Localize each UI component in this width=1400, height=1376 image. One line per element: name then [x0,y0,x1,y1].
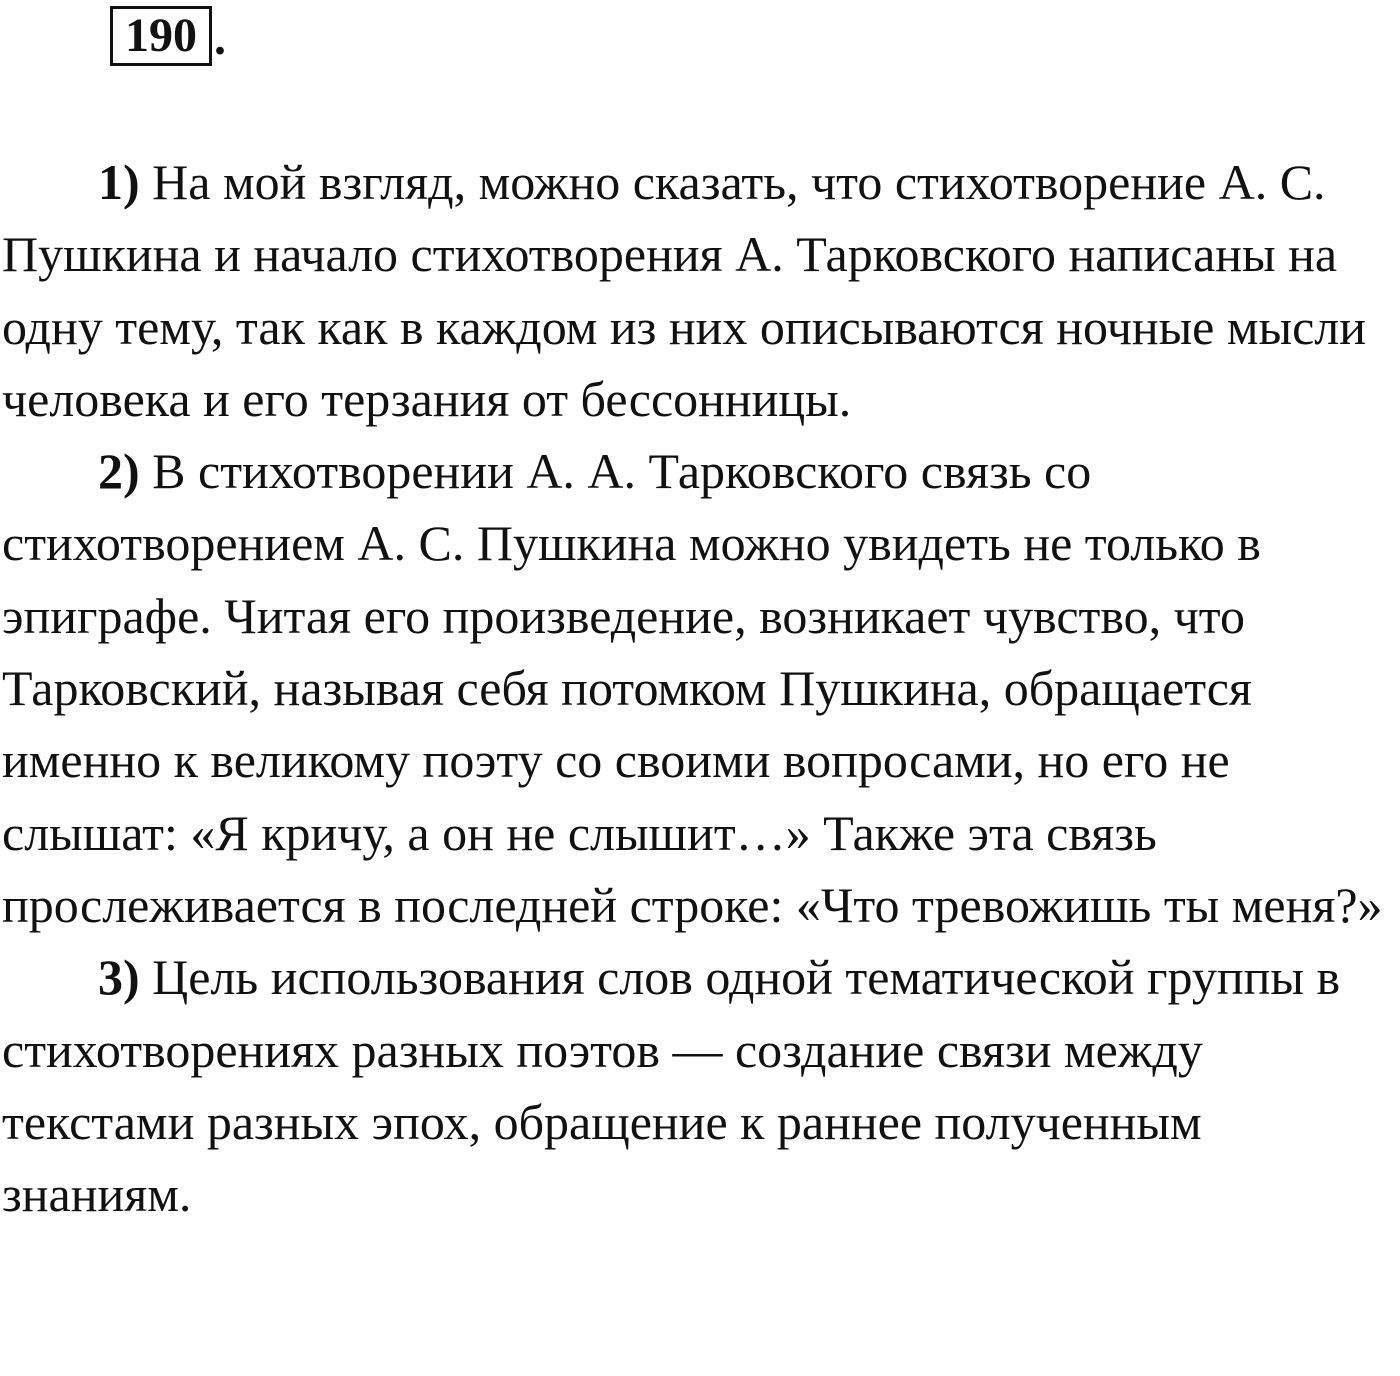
answer-item-2-marker: 2) [98,443,140,500]
answer-item-3 [2,941,1398,1230]
answer-item-1-marker: 1) [98,154,140,210]
answer-item-2-text: В стихотворении А. А. Тарковского связь со стихотворением А. С. Пушкина можно увидеть не только в эпиграфе. Читая его произведение, возникает чувство, что Тарковский, называя себя потомком Пушкина, обращается именно к великому поэту со своими вопросами, но его не слышат: «Я кричу, а он не слышит…» Также эта связь прослеживается в последней строке: «Что тревожишь ты меня?» [2,443,1383,933]
answer-item-2 [2,435,1398,941]
exercise-header [110,6,226,66]
exercise-number-box: 190 [110,6,212,66]
exercise-number-dot: . [214,12,226,65]
answer-item-1-text: На мой взгляд, можно сказать, что стихотворение А. С. Пушкина и начало стихотворения А. Тарковского написаны на одну тему, так как в каждом из них описываются ночные мысли человека и его терзания от бессонницы. [2,154,1367,427]
answer-item-3-marker: 3) [98,949,140,1006]
answer-item-1 [2,146,1398,435]
answer-item-3-text: Цель использования слов одной тематической группы в стихотворениях разных поэтов — создание связи между текстами разных эпох, обращение к раннее полученным знаниям. [2,949,1341,1223]
answer-body [2,146,1398,1230]
